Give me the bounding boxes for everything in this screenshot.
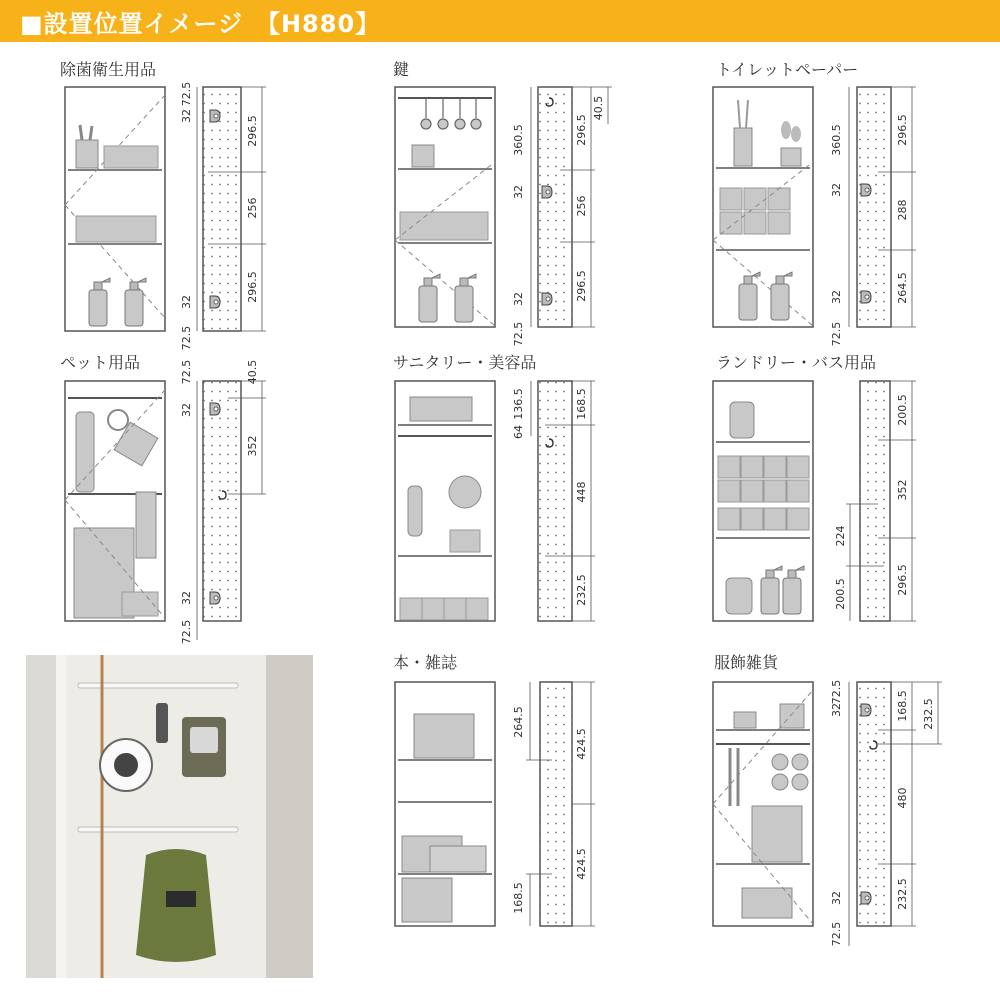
panel-books [393, 653, 595, 926]
item-book [430, 846, 486, 872]
item-hair-dryer [449, 476, 481, 508]
hook-clip [542, 186, 552, 198]
shelf-side-panel [203, 381, 241, 621]
dim-top: 72.5 [180, 359, 193, 385]
dim-d2: 200.5 [834, 578, 847, 610]
dim-hook-bottom: 32 [512, 292, 525, 306]
item-spray-bottle [125, 278, 146, 326]
item-detergent [730, 402, 754, 438]
panel-title: 鍵 [393, 60, 410, 79]
panel-title: ランドリー・バス用品 [716, 353, 877, 372]
dim-1: 296.5 [246, 115, 259, 147]
item-curling-iron [408, 486, 422, 536]
dim-hook-top: 32 [512, 185, 525, 199]
panel-title: トイレットペーパー [716, 60, 859, 79]
dim-hook-top: 32 [180, 403, 193, 417]
dim-e2: 448 [575, 481, 588, 503]
dim-d2: 64 [512, 425, 525, 439]
item-cup-brushes [76, 125, 98, 168]
dim-e3: 480 [896, 787, 909, 809]
dim-1: 360.5 [512, 124, 525, 156]
item-ring [108, 410, 128, 430]
item-storage-boxes [718, 456, 809, 530]
dim-e2: 352 [896, 479, 909, 501]
item-accessory [792, 754, 808, 770]
door-swing-line [713, 240, 813, 326]
hook-clip [861, 892, 871, 904]
hook-clip [210, 592, 220, 604]
dim-bottom: 72.5 [180, 619, 193, 645]
door-swing-line [395, 240, 495, 326]
dim-bottom: 72.5 [512, 321, 525, 347]
dim-e1: 424.5 [575, 728, 588, 760]
item-cosmetics [450, 530, 480, 552]
item-bins [400, 598, 488, 620]
dim-top: 72.5 [830, 679, 843, 705]
dim-e1: 168.5 [896, 690, 909, 722]
item-accessory [772, 774, 788, 790]
dim-e2: 424.5 [575, 848, 588, 880]
photo-illustration [26, 655, 313, 978]
hook-clip [210, 296, 220, 308]
item-book [402, 878, 452, 922]
shelf-side-panel [860, 381, 890, 621]
item-bottle [761, 566, 782, 614]
item-container [726, 578, 752, 614]
panel-laundry [713, 353, 916, 621]
hook-clip [861, 184, 871, 196]
dim-d1: 136.5 [512, 388, 525, 420]
item-leash-bag [76, 412, 94, 492]
shelf-side-panel [203, 87, 241, 331]
item-accessory [772, 754, 788, 770]
dim-e2: 288 [896, 199, 909, 221]
dim-e2: 232.5 [922, 698, 935, 730]
dim-2: 256 [246, 197, 259, 219]
item-magazine [414, 714, 474, 758]
dim-e3: 264.5 [896, 272, 909, 304]
dim-d1: 264.5 [512, 706, 525, 738]
dim-e3: 296.5 [575, 270, 588, 302]
dim-e4: 232.5 [896, 878, 909, 910]
dim-3: 296.5 [246, 271, 259, 303]
dim-hook-bottom: 32 [180, 591, 193, 605]
hook-clip [861, 704, 871, 716]
item-plant-pot [412, 145, 434, 167]
panel-hygiene [60, 60, 266, 350]
dim-hook-bottom: 32 [180, 295, 193, 309]
dim-top: 72.5 [180, 81, 193, 107]
item-boxes [104, 146, 158, 168]
item-bottles [780, 704, 804, 728]
dim-e1: 200.5 [896, 394, 909, 426]
dim-hook-bottom: 32 [830, 290, 843, 304]
panel-pet [60, 353, 266, 644]
item-hat [752, 806, 802, 862]
dim-hook-top: 32 [830, 703, 843, 717]
dim-hook-top: 32 [830, 183, 843, 197]
shelf-side-panel [538, 381, 572, 621]
panel-title: 服飾雑貨 [714, 653, 779, 672]
item-towel [136, 492, 156, 558]
shelf-side-panel [857, 682, 891, 926]
item-spray-bottle [419, 274, 440, 322]
item-toilet-rolls [720, 188, 790, 234]
dim-e1: 296.5 [575, 114, 588, 146]
hook-clip [542, 293, 552, 305]
panel-title: 除菌衛生用品 [60, 60, 157, 79]
dim-e1: 352 [246, 435, 259, 457]
item-bottle [783, 566, 804, 614]
dim-bottom: 72.5 [180, 325, 193, 351]
hook-clip [861, 291, 871, 303]
panel-title: ペット用品 [60, 353, 141, 372]
dim-e1: 296.5 [896, 114, 909, 146]
item-bottle [739, 272, 760, 320]
panel-keys [393, 60, 612, 346]
item-plant [781, 121, 801, 166]
hook-clip [210, 110, 220, 122]
page-title: ■設置位置イメージ 【H880】 [20, 9, 381, 38]
dim-hook-bottom: 32 [830, 891, 843, 905]
dim-e0: 40.5 [246, 359, 259, 385]
item-tray [76, 216, 156, 242]
panel-sanitary [393, 353, 595, 621]
item-bottle [771, 272, 792, 320]
dim-e3: 296.5 [896, 564, 909, 596]
item-diffuser [734, 100, 752, 166]
dim-e3: 232.5 [575, 574, 588, 606]
item-keys [421, 98, 481, 129]
item-tissue-box [410, 397, 472, 421]
dim-e0: 40.5 [592, 95, 605, 121]
item-spray-bottle [89, 278, 110, 326]
item-small-box [734, 712, 756, 728]
dim-e2: 256 [575, 195, 588, 217]
dim-d2: 168.5 [512, 882, 525, 914]
panel-title: 本・雑誌 [393, 653, 458, 672]
hook-clip [210, 403, 220, 415]
item-bag [742, 888, 792, 918]
shelf-side-panel [540, 682, 572, 926]
panel-toilet-paper [713, 60, 916, 346]
panel-title: サニタリー・美容品 [393, 353, 537, 372]
dim-bottom: 72.5 [830, 921, 843, 947]
dim-1: 360.5 [830, 124, 843, 156]
dim-e1: 168.5 [575, 388, 588, 420]
dim-d1: 224 [834, 525, 847, 547]
installation-photo [26, 655, 313, 978]
shelf-side-panel [538, 87, 572, 327]
item-accessory [792, 774, 808, 790]
dim-hook-top: 32 [180, 109, 193, 123]
dim-bottom: 72.5 [830, 321, 843, 347]
shelf-front-frame [65, 87, 165, 331]
item-spray-bottle [455, 274, 476, 322]
panel-accessories [713, 653, 942, 946]
